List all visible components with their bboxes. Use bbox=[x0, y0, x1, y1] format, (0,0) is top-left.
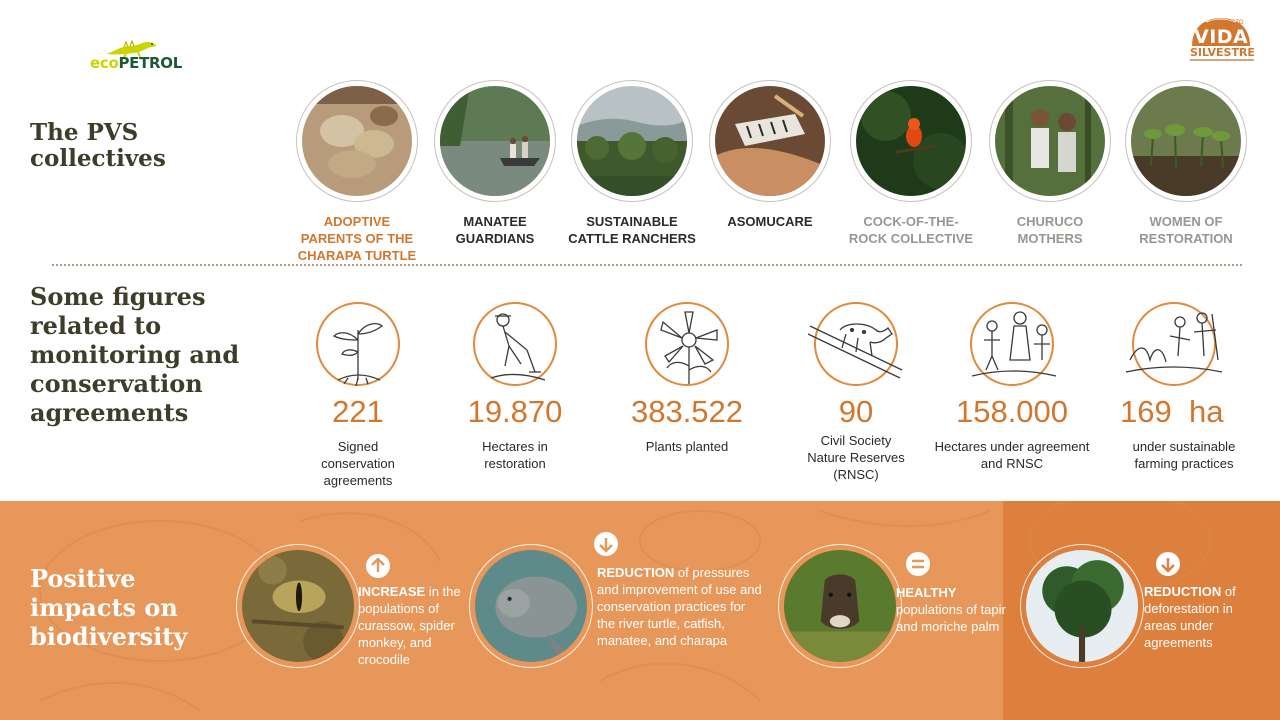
impact-description: of pressures and improvement of use and conservation practices for the river turtle, catfish, manatee, and charapa bbox=[597, 565, 762, 648]
figure-caption: Signed conservation agreements bbox=[321, 439, 395, 488]
impact-text bbox=[896, 584, 1011, 635]
figure-stat bbox=[1094, 300, 1254, 472]
impact-description: of deforestation in areas under agreements bbox=[1144, 584, 1236, 650]
flower-icon bbox=[637, 300, 737, 390]
impact-text bbox=[358, 583, 468, 668]
tapir-photo bbox=[784, 550, 896, 662]
collective-card[interactable] bbox=[846, 80, 976, 247]
figure-stat bbox=[278, 300, 438, 489]
collective-card[interactable] bbox=[292, 80, 422, 264]
impact-headline: REDUCTION bbox=[1144, 584, 1222, 599]
arrow-down-icon bbox=[1156, 552, 1180, 576]
figure-stat bbox=[932, 300, 1092, 472]
figure-value: 383.522 bbox=[630, 394, 744, 429]
collective-card[interactable] bbox=[705, 80, 835, 230]
figure-caption: Civil Society Nature Reserves (RNSC) bbox=[807, 433, 905, 482]
manatee-photo bbox=[475, 550, 587, 662]
cock-of-the-rock-photo bbox=[856, 86, 966, 196]
impact-photo-frame bbox=[1020, 544, 1144, 668]
impact-photo-frame bbox=[236, 544, 360, 668]
figure-caption: Hectares in restoration bbox=[482, 439, 548, 471]
figures-title: Some figures related to monitoring and conservation agreements bbox=[30, 282, 240, 427]
collective-label: WOMEN OF RESTORATION bbox=[1139, 214, 1233, 246]
figure-value: 158.000 bbox=[955, 394, 1069, 429]
impact-description: populations of tapir and moriche palm bbox=[896, 602, 1006, 634]
equals-icon bbox=[906, 552, 930, 576]
figure-value: 169 ha bbox=[1120, 394, 1224, 429]
collective-card[interactable] bbox=[985, 80, 1115, 247]
petrol-text: PETROL bbox=[118, 54, 183, 72]
collective-label: COCK-OF-THE-ROCK COLLECTIVE bbox=[848, 214, 974, 246]
churuco-mothers-photo bbox=[995, 86, 1105, 196]
figure-value: 90 bbox=[838, 394, 874, 429]
collective-label: MANATEE GUARDIANS bbox=[455, 214, 535, 246]
collective-label: CHURUCO MOTHERS bbox=[1016, 214, 1084, 246]
collectives-title: The PVS collectives bbox=[30, 119, 166, 172]
vida-text: VIDA bbox=[1194, 26, 1249, 48]
figure-caption: Plants planted bbox=[645, 439, 729, 454]
forest-landscape-photo bbox=[577, 86, 687, 196]
figure-stat bbox=[435, 300, 595, 472]
figure-stat bbox=[607, 300, 767, 455]
impact-text bbox=[1144, 583, 1254, 651]
figure-caption: Hectares under agreement and RNSC bbox=[934, 439, 1090, 471]
section-divider bbox=[52, 264, 1242, 266]
collective-card[interactable] bbox=[567, 80, 697, 247]
silvestre-text: SILVESTRE bbox=[1190, 46, 1255, 59]
arrow-down-icon bbox=[594, 532, 618, 556]
tree-photo bbox=[1026, 550, 1138, 662]
impact-photo-frame bbox=[778, 544, 902, 668]
seedlings-photo bbox=[1131, 86, 1241, 196]
collective-label: ASOMUCARE bbox=[727, 214, 813, 229]
crocodile-eye-photo bbox=[242, 550, 354, 662]
impact-headline: REDUCTION bbox=[597, 565, 675, 580]
arrow-up-icon bbox=[366, 554, 390, 578]
logo-tagline bbox=[1190, 59, 1254, 61]
eco-text: eco bbox=[90, 54, 119, 72]
impacts-title: Positive impacts on biodiversity bbox=[30, 564, 188, 651]
collective-card[interactable] bbox=[1121, 80, 1251, 247]
impact-text bbox=[597, 564, 762, 649]
vida-silvestre-logo bbox=[1186, 16, 1256, 64]
proyecto-text: PROYECTO bbox=[1210, 20, 1244, 26]
handcraft-photo bbox=[715, 86, 825, 196]
farming-icon bbox=[1124, 300, 1224, 390]
figure-stat bbox=[776, 300, 936, 483]
ecopetrol-logo bbox=[88, 38, 198, 74]
figure-caption: under sustainable farming practices bbox=[1132, 439, 1236, 471]
figure-value: 19.870 bbox=[467, 394, 563, 429]
impact-photo-frame bbox=[469, 544, 593, 668]
collective-label: ADOPTIVE PARENTS OF THE CHARAPA TURTLE bbox=[297, 214, 417, 263]
collective-card[interactable] bbox=[430, 80, 560, 247]
community-icon bbox=[962, 300, 1062, 390]
impact-headline: HEALTHY bbox=[896, 585, 957, 600]
seedling-icon bbox=[308, 300, 408, 390]
turtle-eggs-photo bbox=[302, 86, 412, 196]
boat-river-photo bbox=[440, 86, 550, 196]
impact-headline: INCREASE bbox=[358, 584, 426, 599]
collective-label: SUSTAINABLE CATTLE RANCHERS bbox=[568, 214, 696, 246]
figure-value: 221 bbox=[332, 394, 384, 429]
jaguar-icon bbox=[806, 300, 906, 390]
impact-description: in the populations of curassow, spider monkey, and crocodile bbox=[358, 584, 461, 667]
farmer-digging-icon bbox=[465, 300, 565, 390]
